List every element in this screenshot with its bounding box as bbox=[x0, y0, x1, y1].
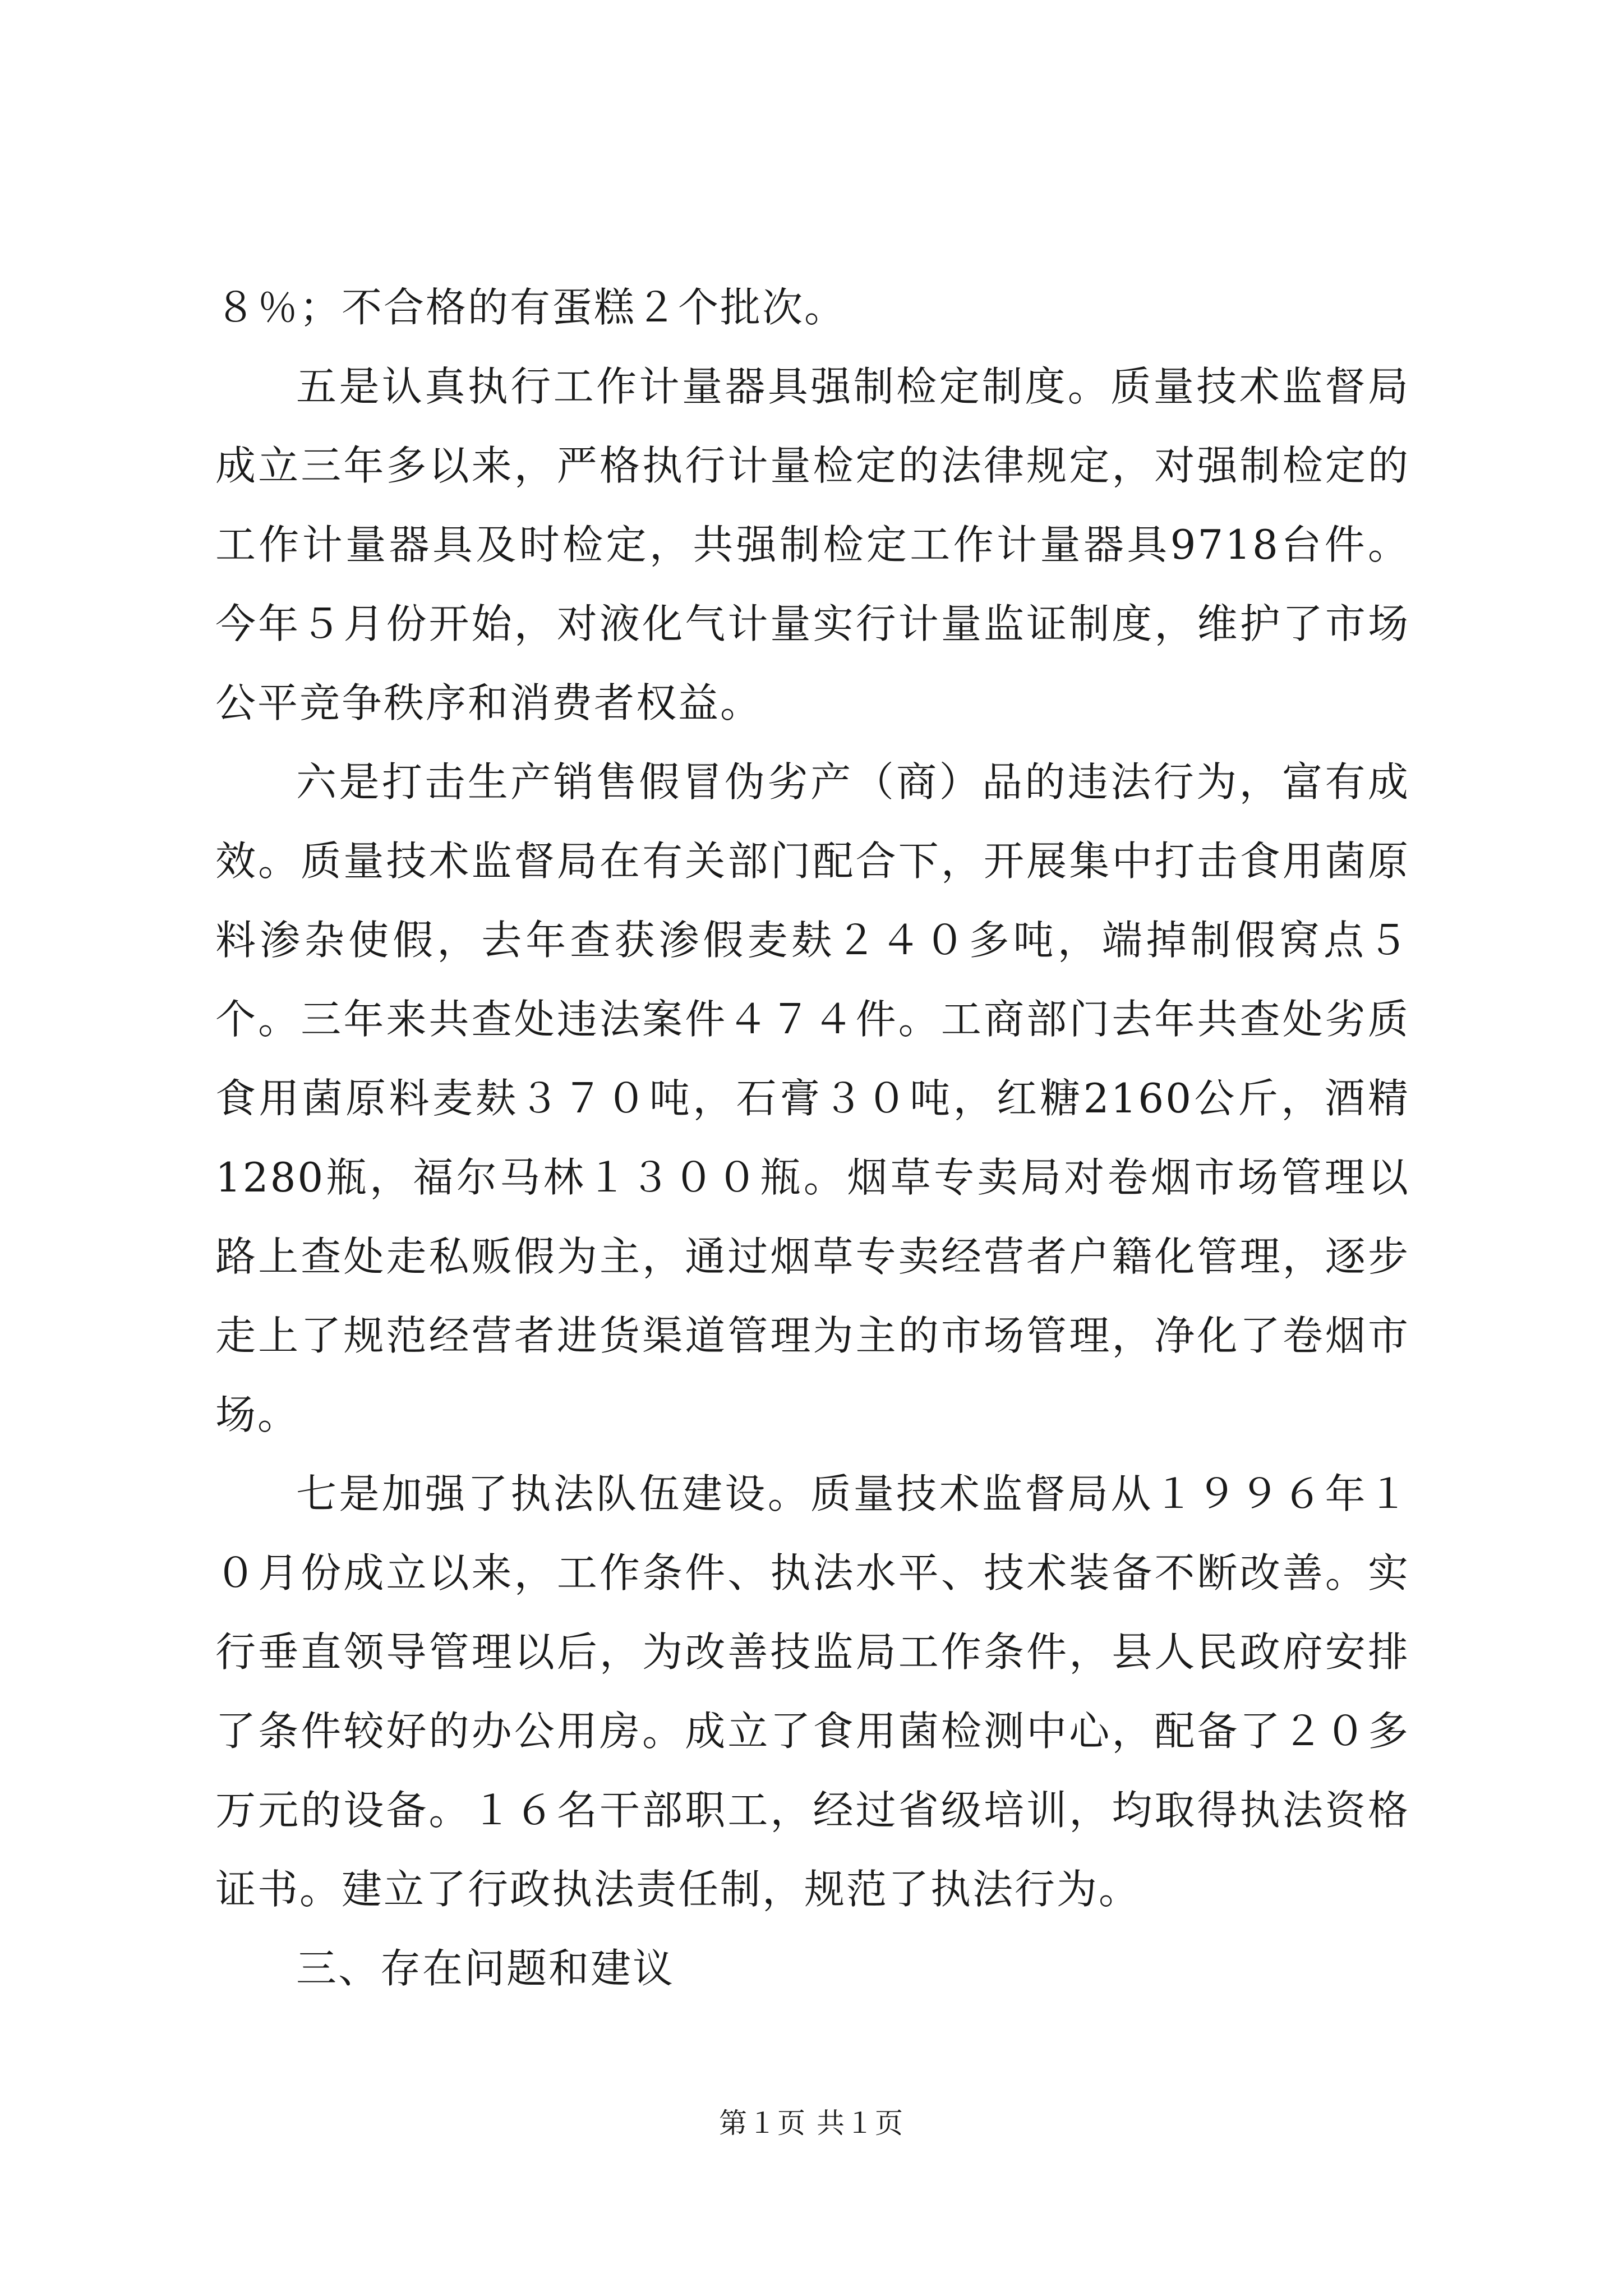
section-heading-problems: 三、存在问题和建议 bbox=[296, 1945, 675, 1992]
paragraph-anti-counterfeit: 六是打击生产销售假冒伪劣产（商）品的违法行为，富有成效。质量技术监督局在有关部门配合下，开展集中打击食用菌原料渗杂使假，去年查获渗假麦麸２４０多吨，端掉制假窝点５个。三年来共查处违法案件４７４件。工商部门去年共查处劣质食用菌原料麦麸３７０吨，石膏３０吨，红糖2160公斤，酒精1280瓶，福尔马林１３００瓶。烟草专卖局对卷烟市场管理以路上查处走私贩假为主，通过烟草专卖经营者户籍化管理，逐步走上了规范经营者进货渠道管理为主的市场管理，净化了卷烟市场。 bbox=[215, 758, 1410, 1438]
paragraph-metrology-verification: 五是认真执行工作计量器具强制检定制度。质量技术监督局成立三年多以来，严格执行计量检定的法律规定，对强制检定的工作计量器具及时检定，共强制检定工作计量器具9718台件。今年５月份开始，对液化气计量实行计量监证制度，维护了市场公平竞争秩序和消费者权益。 bbox=[215, 363, 1410, 726]
page-footer: 第１页 共１页 bbox=[719, 2107, 904, 2139]
paragraph-continuation: ８％；不合格的有蛋糕２个批次。 bbox=[215, 284, 847, 331]
document-body bbox=[215, 268, 1410, 2008]
paragraph-enforcement-team: 七是加强了执法队伍建设。质量技术监督局从１９９６年１０月份成立以来，工作条件、执法水平、技术装备不断改善。实行垂直领导管理以后，为改善技监局工作条件，县人民政府安排了条件较好的办公用房。成立了食用菌检测中心，配备了２０多万元的设备。１６名干部职工，经过省级培训，均取得执法资格证书。建立了行政执法责任制，规范了执法行为。 bbox=[215, 1470, 1410, 1913]
